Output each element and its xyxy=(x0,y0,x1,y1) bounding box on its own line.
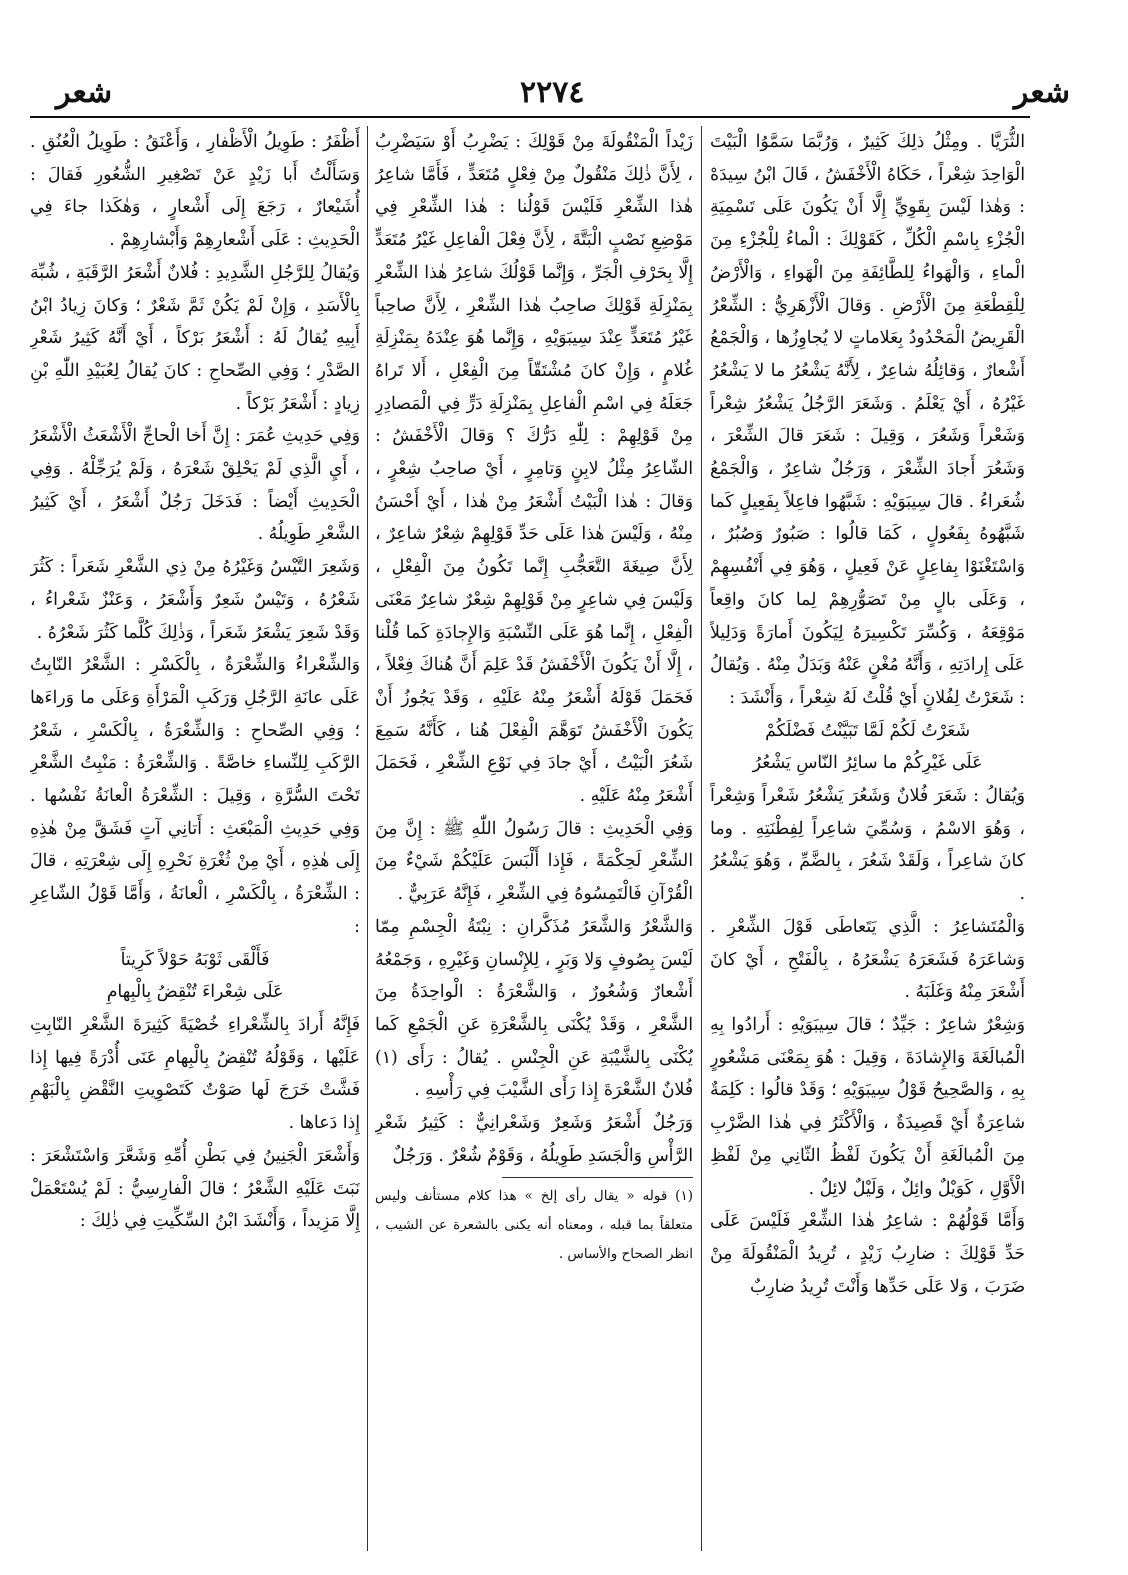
running-head-right: شعر xyxy=(1013,75,1070,110)
paragraph: وَالشِّعْراءُ وَالشِّعْرَةُ ، بِالْكَسْرِ : الشَّعْرُ النّابِتُ عَلَى عانَةِ الرَّجُلِ وَرَكَبِ الْمَرْأَةِ وَعَلَى ما وَراءَها ؛ وَفِي الصِّحاحِ : وَالشِّعْرَةُ ، بِالْكَسْرِ ، شَعْرُ الرَّكَبِ لِلنِّساءِ خاصَّةً . وَالشِّعْرَةُ : مَنْبِتُ الشَّعْرِ تَحْتَ السُّرَّةِ ، وَقِيلَ : الشِّعْرَةُ الْعانَةُ نَفْسُها . وَفِي حَدِيثِ الْمَبْعَثِ : أَتانِي آتٍ فَشَقَّ مِنْ هٰذِهِ إِلَى هٰذِهِ ، أَيْ مِنْ ثُغْرَةِ نَحْرِهِ إِلَى شِعْرَتِهِ ، قالَ : الشِّعْرَةُ ، بِالْكَسْرِ ، الْعانَةُ ، وَأَمَّا قَوْلُ الشّاعِرِ : xyxy=(30,655,360,937)
paragraph: وَيُقالُ : شَعَرَ فُلانٌ وَشَعُرَ يَشْعُرُ شَعْراً وَشِعْراً ، وَهُوَ الاسْمُ ، وَسُمِّيَ شاعِراً لِفِطْنَتِهِ . وما كانَ شاعِراً ، وَلَقَدْ شَعُرَ ، بِالضَّمِّ ، وَهُوَ يَشْعُرُ . xyxy=(710,786,1025,905)
paragraph: وَالشَّعْرُ وَالشَّعَرُ مُذَكَّرانِ : نِبْتَةُ الْجِسْمِ مِمّا لَيْسَ بِصُوفٍ وَلا وَبَرٍ ، لِلإِنْسانِ وَغَيْرِهِ ، وَجَمْعُهُ أَشْعارٌ وَشُعُورٌ ، وَالشَّعْرَةُ : الْواحِدَةُ مِنَ الشَّعْرِ ، وَقَدْ يُكْنَى بِالشَّعْرَةِ عَنِ الْجَمْعِ كَما يُكْنَى بِالشَّيْبَةِ عَنِ الْجِنْسِ . يُقالُ : رَأَى (١) فُلانٌ الشَّعْرَةَ إِذا رَأَى الشَّيْبَ فِي رَأْسِهِ . xyxy=(375,916,693,1101)
running-head-left: شعر xyxy=(56,75,113,110)
page-number: ٢٢٧٤ xyxy=(520,75,585,110)
verse-line: فَأَلْقَى ثَوْبَهُ حَوْلاً كَرِيتاً xyxy=(120,949,270,970)
paragraph: وَشِعْرٌ شاعِرٌ : جَيِّدٌ ؛ قالَ سِيبَوَيْهِ : أَرادُوا بِهِ الْمُبالَغَةَ وَالإِشادَةَ ، وَقِيلَ : هُوَ بِمَعْنَى مَشْعُورٍ بِهِ ، وَالصَّحِيحُ قَوْلُ سِيبَوَيْهِ ؛ وَقَدْ قالُوا : كَلِمَةٌ شاعِرَةٌ أَيْ قَصِيدَةٌ ، وَالْأَكْثَرُ فِي هٰذا الضَّرْبِ مِنَ الْمُبالَغَةِ أَنْ يَكُونَ لَفْظُ الثّانِي مِنْ لَفْظِ الْأَوَّلِ ، كَوَيْلٌ وائِلٌ ، وَلَيْلٌ لائِلٌ . xyxy=(710,1014,1025,1199)
footnote: (١) قوله « يقال رأى إلخ » هذا كلام مستأنف وليس متعلقاً بما قبله ، ومعناه أنه يكنى بالشعرة عن الشيب ، انظر الصحاح والأساس . xyxy=(375,1187,693,1262)
paragraph: وَالْمُتَشاعِرُ : الَّذِي يَتَعاطَى قَوْلَ الشِّعْرِ . وَشاعَرَهُ فَشَعَرَهُ يَشْعَرُهُ ، بِالْفَتْحِ ، أَيْ كانَ أَشْعَرَ مِنْهُ وَغَلَبَهُ . xyxy=(710,916,1025,1003)
paragraph: الثُّرَيَّا . ومِثْلُ ذلِكَ كَثِيرٌ ، وَرُبَّمَا سَمَّوُا الْبَيْتَ الْوَاحِدَ شِعْراً ، حَكَاهُ الْأَخْفَشُ ، قَالَ ابْنُ سِيدَهْ : وَهٰذا لَيْسَ بِقَوِيٍّ إِلَّا أَنْ يَكُونَ عَلَى تَسْمِيَةِ الْجُزْءِ بِاسْمِ الْكُلِّ ، كَقَوْلِكَ : الْماءُ لِلْجُزْءِ مِنَ الْماءِ ، وَالْهَواءُ لِلطَّائِفَةِ مِنَ الْهَواءِ ، وَالْأَرْضُ لِلْقِطْعَةِ مِنَ الْأَرْضِ . وَقالَ الْأَزْهَرِيُّ : الشِّعْرُ الْقَرِيضُ الْمَحْدُودُ بِعَلاماتٍ لا يُجاوِزُها ، وَالْجَمْعُ أَشْعارٌ ، وَقائِلُهُ شاعِرٌ ، لِأَنَّهُ يَشْعُرُ ما لا يَشْعُرُ غَيْرُهُ ، أَيْ يَعْلَمُ . وَشَعَرَ الرَّجُلُ يَشْعُرُ شِعْراً وَشَعْراً وَشَعُرَ ، وَقِيلَ : شَعَرَ قالَ الشِّعْرَ ، وَشَعُرَ أَجادَ الشِّعْرَ ، وَرَجُلٌ شاعِرٌ ، وَالْجَمْعُ شُعَراءُ . قالَ سِيبَوَيْهِ : شَبَّهُوا فاعِلاً بِفَعِيلٍ كَما شَبَّهُوهُ بِفَعُولٍ ، كَمَا قالُوا : صَبُورٌ وَصُبُرٌ ، وَاسْتَغْنَوْا بِفاعِلٍ عَنْ فَعِيلٍ ، وَهُوَ فِي أَنْفُسِهِمْ ، وَعَلَى بالٍ مِنْ تَصَوُّرِهِمْ لِما كانَ واقِعاً مَوْقِعَهُ ، وَكُسِّرَ تَكْسِيرَهُ لِيَكُونَ أَمارَةً وَدَلِيلاً عَلَى إِرادَتِهِ ، وَأَنَّهُ مُغْنٍ عَنْهُ وَبَدَلٌ مِنْهُ . وَيُقالُ : شَعَرْتُ لِفُلانٍ أَيْ قُلْتُ لَهُ شِعْراً ، وَأَنْشَدَ : xyxy=(710,132,1025,708)
verse-line: عَلَى غَيْرِكُمْ ما سائِرُ النّاسِ يَشْعُرُ xyxy=(752,753,983,774)
column-divider-left xyxy=(367,126,368,1551)
column-right xyxy=(710,126,1025,1556)
paragraph: وَأَشْعَرَ الْجَنِينُ فِي بَطْنِ أُمِّهِ وَشَعَّرَ وَاسْتَشْعَرَ : نَبَتَ عَلَيْهِ الشَّعْرُ ؛ قالَ الْفارِسِيُّ : لَمْ يُسْتَعْمَلْ إِلَّا مَزِيداً ، وَأَنْشَدَ ابْنُ السِّكِّيتِ فِي ذٰلِكَ : xyxy=(30,1145,360,1232)
paragraph: زَيْداً الْمَنْقُولَةَ مِنْ قَوْلِكَ : يَضْرِبُ أَوْ سَيَضْرِبُ ، لِأَنَّ ذٰلِكَ مَنْقُولٌ مِنْ فِعْلٍ مُتَعَدٍّ ، فَأَمَّا شاعِرُ هٰذا الشِّعْرِ فَلَيْسَ قَوْلُنا : هٰذا الشِّعْرِ فِي مَوْضِعِ نَصْبٍ الْبَتَّةَ ، لِأَنَّ فِعْلَ الْفاعِلِ غَيْرُ مُتَعَدٍّ إِلَّا بِحَرْفِ الْجَرِّ ، وَإِنَّما قَوْلُكَ شاعِرُ هٰذا الشِّعْرِ بِمَنْزِلَةِ قَوْلِكَ صاحِبُ هٰذا الشِّعْرِ ، لِأَنَّ صاحِباً غَيْرُ مُتَعَدٍّ عِنْدَ سِيبَوَيْهِ ، وَإِنَّما هُوَ عِنْدَهُ بِمَنْزِلَةِ غُلامٍ ، وَإِنْ كانَ مُشْتَقّاً مِنَ الْفِعْلِ ، أَلا تَراهُ جَعَلَهُ فِي اسْمِ الْفاعِلِ بِمَنْزِلَةِ دَرٍّ فِي الْمَصادِرِ مِنْ قَوْلِهِمْ : لِلّٰهِ دَرُّكَ ؟ وَقالَ الْأَخْفَشُ : الشّاعِرُ مِثْلُ لابِنٍ وَتامِرٍ ، أَيْ صاحِبُ شِعْرٍ ، وَقالَ : هٰذا الْبَيْتُ أَشْعَرُ مِنْ هٰذا ، أَيْ أَحْسَنُ مِنْهُ ، وَلَيْسَ هٰذا عَلَى حَدِّ قَوْلِهِمْ شِعْرٌ شاعِرٌ ، لِأَنَّ صِيغَةَ التَّعَجُّبِ إِنَّما تَكُونُ مِنَ الْفِعْلِ ، وَلَيْسَ فِي شاعِرٍ مِنْ قَوْلِهِمْ شِعْرٌ شاعِرٌ مَعْنَى الْفِعْلِ ، إِنَّما هُوَ عَلَى النِّسْبَةِ وَالإِجادَةِ كَما قُلْنا ، إِلَّا أَنْ يَكُونَ الْأَخْفَشُ قَدْ عَلِمَ أَنَّ هُناكَ فِعْلاً ، فَحَمَلَ قَوْلَهُ أَشْعَرُ مِنْهُ عَلَيْهِ ، وَقَدْ يَجُوزُ أَنْ يَكُونَ الْأَخْفَشُ تَوَهَّمَ الْفِعْلَ هُنا ، كَأَنَّهُ سَمِعَ شَعُرَ الْبَيْتُ ، أَيْ جادَ فِي نَوْعِ الشِّعْرِ ، فَحَمَلَ أَشْعَرُ مِنْهُ عَلَيْهِ . xyxy=(375,132,693,807)
column-divider-right xyxy=(701,126,702,1551)
column-left xyxy=(30,126,360,1556)
header-rule xyxy=(30,116,1030,118)
paragraph: فَإِنَّهُ أَرادَ بِالشِّعْراءِ خُصْيَةً كَثِيرَةَ الشَّعْرِ النّابِتِ عَلَيْها ، وَقَوْلُهُ تُنْقِضُ بِالْبِهامِ عَنَى أُدْرَةً فِيها إِذا فَشَّتْ خَرَجَ لَها صَوْتٌ كَتَصْوِيتِ النَّقْضِ بِالْبَهْمِ إِذا دَعاها . xyxy=(30,1014,360,1134)
paragraph: وَفِي حَدِيثِ عُمَرَ : إِنَّ أَخا الْحاجِّ الْأَشْعَثُ الْأَشْعَرُ ، أَيِ الَّذِي لَمْ يَحْلِقْ شَعْرَهُ ، وَلَمْ يُرَجِّلْهُ . وَفِي الْحَدِيثِ أَيْضاً : فَدَخَلَ رَجُلٌ أَشْعَرُ ، أَيْ كَثِيرُ الشَّعْرِ طَوِيلُهُ . xyxy=(30,426,360,545)
paragraph: وَأَمَّا قَوْلُهُمْ : شاعِرُ هٰذا الشِّعْرِ فَلَيْسَ عَلَى حَدِّ قَوْلِكَ : ضارِبُ زَيْدٍ ، تُرِيدُ الْمَنْقُولَةَ مِنْ ضَرَبَ ، وَلا عَلَى حَدِّها وَأَنْتَ تُرِيدُ ضارِبٌ xyxy=(710,1211,1025,1297)
footnote-rule xyxy=(502,1177,693,1178)
paragraph: وَشَعِرَ التَّيْسُ وَغَيْرُهُ مِنْ ذِي الشَّعْرِ شَعَراً : كَثُرَ شَعْرُهُ ، وَتَيْسٌ شَعِرٌ وَأَشْعَرُ ، وَعَنْزٌ شَعْراءُ ، وَقَدْ شَعِرَ يَشْعَرُ شَعَراً ، وَذٰلِكَ كُلَّما كَثُرَ شَعْرُهُ . xyxy=(30,557,360,643)
verse-line: عَلَى شِعْراءَ تُنْقِضُ بِالْبِهامِ xyxy=(106,982,284,1003)
paragraph: أَظْفَرُ : طَوِيلُ الْأَظْفارِ ، وَأَعْنَقُ : طَوِيلُ الْعُنُقِ . وَسَأَلْتُ أَبا زَيْدٍ عَنْ تَصْغِيرِ الشُّعُورِ فَقالَ : أُشَيْعارٌ ، رَجَعَ إِلَى أَشْعارٍ ، وَهٰكَذا جاءَ فِي الْحَدِيثِ : عَلَى أَشْعارِهِمْ وَأَبْشارِهِمْ . xyxy=(30,132,360,251)
verse-line: شَعَرْتُ لَكُمْ لَمَّا تَبَيَّنْتُ فَضْلَكُمْ xyxy=(765,720,970,741)
column-middle xyxy=(375,126,693,1556)
paragraph: وَيُقالُ لِلرَّجُلِ الشَّدِيدِ : فُلانٌ أَشْعَرُ الرَّقَبَةِ ، شُبِّهَ بِالْأَسَدِ ، وَإِنْ لَمْ يَكُنْ ثَمَّ شَعْرٌ ؛ وَكانَ زِيادُ ابْنُ أَبِيهِ يُقالُ لَهُ : أَشْعَرُ بَرْكاً ، أَيْ أَنَّهُ كَثِيرُ شَعْرِ الصَّدْرِ ؛ وَفِي الصِّحاحِ : كانَ يُقالُ لِعُبَيْدِ اللّٰهِ بْنِ زِيادٍ : أَشْعَرُ بَرْكاً . xyxy=(30,262,360,414)
paragraph: وَفِي الْحَدِيثِ : قالَ رَسُولُ اللّٰهِ ﷺ : إِنَّ مِنَ الشِّعْرِ لَحِكْمَةً ، فَإِذا أَلْبَسَ عَلَيْكُمْ شَيْءٌ مِنَ الْقُرْآنِ فَالْتَمِسُوهُ فِي الشِّعْرِ ، فَإِنَّهُ عَرَبِيٌّ . xyxy=(375,818,693,905)
paragraph: وَرَجُلٌ أَشْعَرُ وَشَعِرٌ وَشَعْرانِيٌّ : كَثِيرُ شَعْرِ الرَّأْسِ وَالْجَسَدِ طَوِيلُهُ ، وَقَوْمٌ شُعْرٌ . وَرَجُلٌ xyxy=(375,1113,693,1166)
